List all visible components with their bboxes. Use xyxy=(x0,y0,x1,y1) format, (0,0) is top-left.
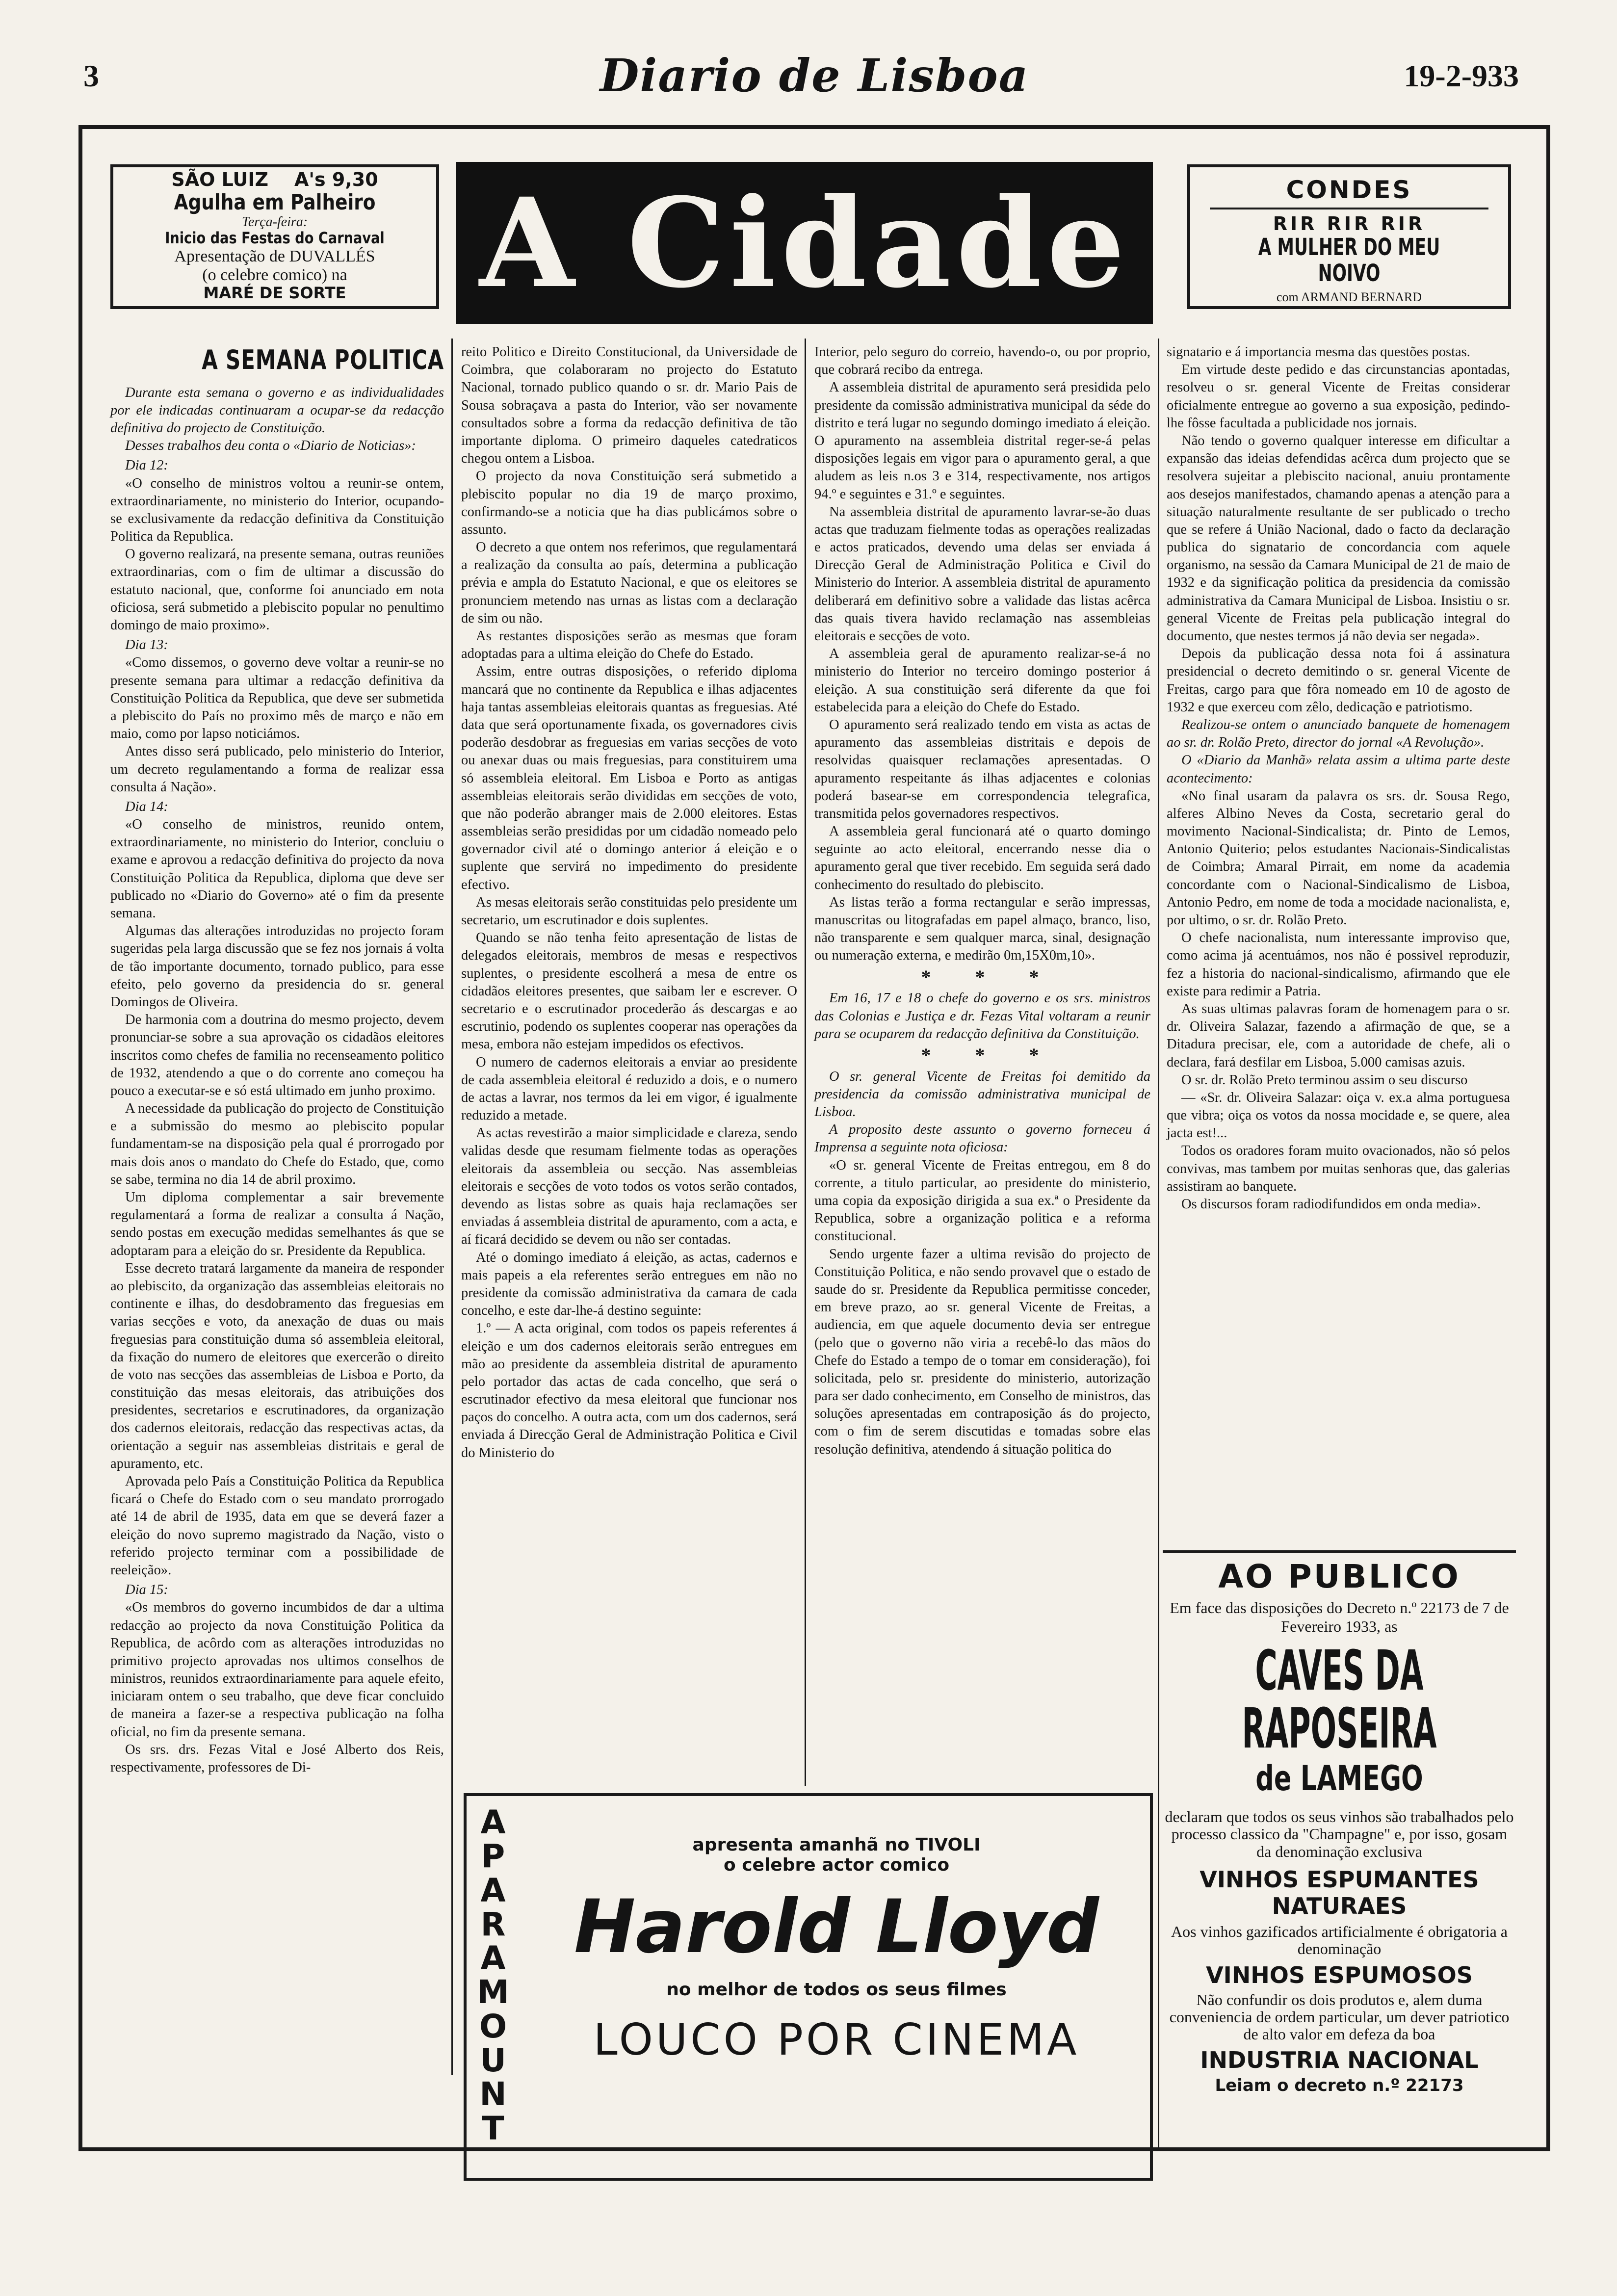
article-paragraph: Dia 13: xyxy=(125,637,168,653)
ad-condes xyxy=(1187,164,1511,309)
article-paragraph: Os srs. drs. Fezas Vital e José Alberto dos Reis, respectivamente, professores de Di- xyxy=(110,1742,444,1775)
article-paragraph: Realizou-se ontem o anunciado banquete de homenagem ao sr. dr. Rolão Preto, director do jornal «A Revolução». xyxy=(1167,717,1510,751)
ad-paramount-letter: O xyxy=(479,2007,507,2045)
ad-paramount-vertical xyxy=(471,1805,515,2145)
article-paragraph: As restantes disposições serão as mesmas que foram adoptadas para a ultima eleição do Chefe do Estado. xyxy=(461,628,797,662)
ad-sao-luiz-time: A's 9,30 xyxy=(294,169,378,190)
ad-paramount-letter: R xyxy=(480,1905,506,1943)
article-paragraph: 1.º — A acta original, com todos os papeis referentes á eleição e um dos cadernos eleitorais serão entregues em mão ao presidente da assembleia distrital de apuramento pelo portador das actas de cada concelho, que será o escrutinador efectivo da mesa eleitoral que funcionar nos paços do concelho. A outra acta, com um dos cadernos, será enviada á Direcção Geral de Administração Politica e Civil do Ministerio do xyxy=(461,1321,797,1461)
column-rule-2 xyxy=(805,339,806,1786)
ad-paramount-letter: A xyxy=(480,1871,506,1909)
article-paragraph: Assim, entre outras disposições, o referido diploma mancará que no continente da Republica e ilhas adjacentes haja tantas assembleias eleitorais quantas as freguesias. Até data que será oportunamente fixada, os governadores civis poderão desdobrar as freguesias em varias secções de voto ou anexar duas ou mais freguesias, para constituirem uma só assembleia eleitoral. Em Lisboa e Porto as antigas assembleias eleitorais serão divididas em secções de voto, que não poderão abranger mais de 2.000 eleitores. Estas assembleias serão presididas por um cidadão nomeado pelo governador civil até o domingo anterior á eleição e o suplente que servirá no impedimento do presidente efectivo. xyxy=(461,664,797,892)
article-paragraph: O apuramento será realizado tendo em vista as actas de apuramento das assembleias distritais e depois de resolvidas quaisquer reclamações apresentadas. O apuramento respeitante ás ilhas adjacentes e colonias poderá basear-se em correspondencia telegrafica, transmitida pelos governadores respectivos. xyxy=(814,717,1150,821)
article-paragraph: Um diploma complementar a sair brevemente regulamentará a forma de realizar a consulta á Nação, sendo postas em execução medidas semelhantes ás que se adoptaram para a eleição do sr. Presidente da Republica. xyxy=(110,1190,444,1258)
ad-raposeira-place: de LAMEGO xyxy=(1255,1758,1423,1799)
article-paragraph: Antes disso será publicado, pelo ministerio do Interior, um decreto regulamentando a forma de realizar essa consulta á Nação». xyxy=(110,744,444,795)
ad-paramount-body xyxy=(525,1835,1148,2065)
ad-paramount-letter: U xyxy=(480,2041,506,2080)
ad-raposeira-head: AO PUBLICO xyxy=(1218,1558,1461,1595)
article-paragraph: A assembleia geral funcionará até o quarto domingo seguinte ao acto eleitoral, encerrando nesse dia o apuramento geral que tiver recebido. Em seguida será dado conhecimento do resultado do plebiscito. xyxy=(814,824,1150,892)
ad-paramount-letter: M xyxy=(477,1973,509,2011)
article-column-4 xyxy=(1167,343,1510,1213)
ad-raposeira-intro: Em face das disposições do Decreto n.º 22173 de 7 de Fevereiro 1933, as xyxy=(1170,1598,1509,1635)
column-rule-3 xyxy=(1158,339,1159,2149)
article-paragraph: «O conselho de ministros, reunido ontem, extraordinariamente, no ministerio do Interior, concluiu o exame e aprovou a redacção definitiva do projecto da nova Constituição Politica da Republica, diploma que deve ser publicado no «Diario do Governo» até o fim da presente semana. xyxy=(110,817,444,921)
article-paragraph: Esse decreto tratará largamente da maneira de responder ao plebiscito, da organização das assembleias eleitorais no continente e ilhas, do desdobramento das freguesias em varias secções e voto, da anexação de duas ou mais freguesias para constituição duma só assembleia eleitoral, da fixação do numero de eleitores que exercerão o direito de voto nas secções das assembleias de Lisboa e Porto, da constituição das mesas eleitorais, das atribuições dos presidentes, secretarios e escrutinadores, da organização dos cadernos eleitorais, redacção das respectivas actas, da orientação a seguir nas assembleias distritais e geral de apuramento, etc. xyxy=(110,1260,444,1471)
article-paragraph: A assembleia geral de apuramento realizar-se-á no ministerio do Interior no terceiro domingo posterior á eleição. A sua constituição será diferente da que foi estabelecida para a eleição do Chefe do Estado. xyxy=(814,646,1150,715)
article-paragraph: Em 16, 17 e 18 o chefe do governo e os srs. ministros das Colonias e Justiça e dr. Fezas Vital voltaram a reunir para se ocuparem da redacção definitiva da Constituição. xyxy=(814,991,1150,1042)
article-paragraph: Dia 14: xyxy=(125,799,168,814)
article-paragraph: Não tendo o governo qualquer interesse em dificultar a expansão das ideias defendidas acêrca dum projecto que se resolvera sujeitar a plebiscito nacional, anuiu prontamente aos desejos manifestados, chamando apenas a atenção para a situação naturalmente resultante de ser publicado o trecho que se refere á União Nacional, dado o facto da declaração publica do signatario de concordancia com aquele organismo, na sessão da Camara Municipal de 21 de maio de 1932 e da significação politica da presidencia da comissão administrativa da Camara Municipal de Lisboa. Insistiu o sr. general Vicente de Freitas pela publicação integral do documento, que nestes termos já não devia ser negada». xyxy=(1167,433,1510,644)
article-paragraph: As actas revestirão a maior simplicidade e clareza, sendo validas desde que resumam fielmente todas as operações eleitorais da assembleia ou secção. Nas assembleias eleitorais e secções de voto todos os votos serão contados, devendo as listas sobre as quais haja reclamações ser enviadas á assembleia distrital de apuramento, com a acta, e aí ficará decidido se devem ou não ser contadas. xyxy=(461,1125,797,1248)
ad-sao-luiz xyxy=(110,164,439,309)
article-column-1 xyxy=(110,343,444,1776)
article-paragraph: Aprovada pelo País a Constituição Politica da Republica ficará o Chefe do Estado com o seu mandato prorrogado até 14 de abril de 1935, data em que se deverá fazer a eleição do novo supremo magistrado da Nação, visto o referido projecto terminar com a possibilidade de reeleição». xyxy=(110,1474,444,1578)
article-paragraph: A necessidade da publicação do projecto de Constituição e a submissão do mesmo ao plebiscito popular fundamentam-se na disposição pela qual é prorrogado por mais dois anos o mandato do Chefe do Estado, que, como se sabe, termina no dia 14 de abril proximo. xyxy=(110,1101,444,1187)
article-paragraph: — «Sr. dr. Oliveira Salazar: oiça v. ex.a alma portuguesa que vibra; oiça os votos da nossa mocidade e, se quere, alea jacta est!... xyxy=(1167,1090,1510,1141)
section-title: A Cidade xyxy=(456,162,1153,324)
article-paragraph: Todos os oradores foram muito ovacionados, não só pelos convivas, mas tambem por muitas senhoras que, das galerias assistiram ao banquete. xyxy=(1167,1143,1510,1194)
article-paragraph: Em virtude deste pedido e das circunstancias apontadas, resolveu o sr. general Vicente de Freitas considerar oficialmente entregue ao governo a sua exposição, pedindo-lhe fôsse facultada a publicidade nos jornais. xyxy=(1167,362,1510,431)
article-paragraph: O «Diario da Manhã» relata assim a ultima parte deste acontecimento: xyxy=(1167,753,1510,786)
article-paragraph: A assembleia distrital de apuramento será presidida pelo presidente da comissão administrativa municipal da séde do distrito e terá lugar no segundo domingo imediato á eleição. O apuramento na assembleia distrital reger-se-á pelas disposições legais em vigor para o apuramento geral, a que aludem as leis n.os 3 e 314, respectivamente, nos artigos 94.º e seguintes e 31.º e seguintes. xyxy=(814,380,1150,502)
article-column-2 xyxy=(461,343,797,1462)
article-paragraph: «Como dissemos, o governo deve voltar a reunir-se no presente semana para ultimar a redacção definitiva da Constituição Politica da Republica, que deve ser submetida a plebiscito do País no proximo mês de março e não em maio, como por lapso noticiámos. xyxy=(110,655,444,742)
ad-condes-line2: A MULHER DO MEU NOIVO xyxy=(1258,233,1440,287)
ad-paramount-letter: A xyxy=(480,1939,506,1978)
article-paragraph: signatario e á importancia mesma das questões postas. xyxy=(1167,344,1470,360)
ad-raposeira-label1: VINHOS ESPUMANTES NATURAES xyxy=(1200,1866,1479,1919)
article-paragraph: Depois da publicação dessa nota foi á assinatura presidencial o decreto demitindo o sr. general Vicente de Freitas, cargo para que fôra nomeado em 10 de agosto de 1932 e que exerceu com zêlo, dedicação e patriotismo. xyxy=(1167,646,1510,715)
article-paragraph: As mesas eleitorais serão constituidas pelo presidente um secretario, um escrutinador e dois suplentes. xyxy=(461,894,797,928)
ad-condes-line3: com ARMAND BERNARD xyxy=(1276,290,1422,305)
ad-raposeira-brand: CAVES DA RAPOSEIRA xyxy=(1242,1639,1437,1761)
article-paragraph: O chefe nacionalista, num interessante improviso que, como acima já acentuámos, nos não é possivel reproduzir, fez a historia do nacional-sindicalismo, afirmando que ele existe para redimir a Patria. xyxy=(1167,930,1510,999)
article-paragraph: O numero de cadernos eleitorais a enviar ao presidente de cada assembleia eleitoral é reduzido a dois, e o numero de actas a lavrar, nos termos da lei em vigor, é igualmente reduzido a metade. xyxy=(461,1054,797,1123)
article-paragraph: Quando se não tenha feito apresentação de listas de delegados eleitorais, membros de mesas e respectivos suplentes, o presidente escolherá a mesa de entre os cidadãos eleitores presentes, que saibam ler e escrever. O secretario e o escrutinador procederão ás descargas e ao escrutinio, podendo os suplentes cooperar nas operações da mesa, embora não estejam impedidos os efectivos. xyxy=(461,930,797,1052)
newspaper-title: Diario de Lisboa xyxy=(600,49,1029,102)
ad-sao-luiz-line2: Inicio das Festas do Carnaval xyxy=(165,229,385,248)
article-paragraph: O sr. general Vicente de Freitas foi demitido da presidencia da comissão administrativa municipal de Lisboa. xyxy=(814,1069,1150,1120)
ad-paramount-letter: N xyxy=(479,2075,507,2113)
article-paragraph: Desses trabalhos deu conta o «Diario de Noticias»: xyxy=(125,438,416,454)
ad-raposeira-body3: Não confundir os dois produtos e, alem duma conveniencia de ordem particular, um dever patriotico de alto valor em defeza da boa xyxy=(1169,1990,1510,2043)
ad-sao-luiz-theatre: SÃO LUIZ xyxy=(171,169,269,190)
article-paragraph: Até o domingo imediato á eleição, as actas, cadernos e mais papeis a ela referentes serão entregues em não no presidente da comissão administrativa da camara de cada concelho, e este dar-lhe-á destino seguinte: xyxy=(461,1250,797,1319)
article-paragraph: O decreto a que ontem nos referimos, que regulamentará a realização da consulta ao país, determina a publicação prévia e ampla do Estatuto Nacional, e que os eleitores se pronunciem metendo nas urnas as listas com a declaração de sim ou não. xyxy=(461,540,797,626)
ad-raposeira-label2: VINHOS ESPUMOSOS xyxy=(1206,1961,1473,1988)
section-separator: * * * xyxy=(921,965,1059,988)
ad-sao-luiz-line3: Apresentação de DUVALLÉS xyxy=(174,247,375,265)
page-number: 3 xyxy=(83,58,99,93)
article-paragraph: A proposito deste assunto o governo forneceu á Imprensa a seguinte nota oficiosa: xyxy=(814,1122,1150,1155)
article-paragraph: Sendo urgente fazer a ultima revisão do projecto de Constituição Politica, e não sendo provavel que o estado de saude do sr. Presidente da Republica permitisse conceder, em breve prazo, ao sr. general Vicente de Freitas, a audiencia, em que aquele documento devia ser entregue (pelo que o governo não viria a recebê-lo das mãos do Chefe do Estado a tempo de o tomar em consideração), foi solicitada, pelo sr. presidente do ministerio, autorização para ser dado conhecimento, em Conselho de ministros, das soluções apresentadas em contraposição ás do projecto, com o fim de serem discutidas e tomadas sobre elas resolução definitiva, atendendo á situação politica do xyxy=(814,1246,1150,1457)
ad-paramount-letter: P xyxy=(481,1837,505,1876)
ad-raposeira-footer: Leiam o decreto n.º 22173 xyxy=(1215,2075,1464,2095)
ad-raposeira-body1: declaram que todos os seus vinhos são trabalhados pelo processo classico da "Champagne" e, por isso, gosam da denominação exclusiva xyxy=(1165,1808,1514,1860)
article-paragraph: Dia 15: xyxy=(125,1582,168,1598)
article-column-3 xyxy=(814,343,1150,1459)
ad-condes-rule xyxy=(1210,208,1488,209)
article-paragraph: Os discursos foram radiodifundidos em onda media». xyxy=(1181,1197,1481,1212)
ad-paramount-letter: A xyxy=(480,1803,506,1841)
ad-paramount-line2: o celebre actor comico xyxy=(723,1855,950,1875)
ad-raposeira-label3: INDUSTRIA NACIONAL xyxy=(1200,2047,1479,2074)
article-paragraph: As listas terão a forma rectangular e serão impressas, manuscritas ou litografadas em papel almaço, branco, liso, não transparente e sem qualquer marca, sinal, designação ou numeração externa, e medirão 0m,15X0m,10». xyxy=(814,894,1150,964)
article-paragraph: De harmonia com a doutrina do mesmo projecto, devem pronunciar-se sobre a sua aprovação os cidadãos eleitores inscritos como chefes de familia no recenseamento politico de 1932, atendendo a que o do corrente ano começou ha pouco a executar-se e só está ultimado em junho proximo. xyxy=(110,1012,444,1098)
article-paragraph: Na assembleia distrital de apuramento lavrar-se-ão duas actas que traduzam fielmente todas as operações realizadas e actos praticados, devendo uma delas ser enviada á Direcção Geral de Administração Politica e Civil do Ministerio do Interior. A assembleia distrital de apuramento deliberará em definitivo sobre a validade das listas acêrca das quais tivera havido reclamação nas assembleias eleitorais e secções de voto. xyxy=(814,504,1150,644)
article-paragraph: O sr. dr. Rolão Preto terminou assim o seu discurso xyxy=(1181,1072,1468,1088)
article-paragraph: O projecto da nova Constituição será submetido a plebiscito popular no dia 19 de março proximo, confirmando-se a noticia que ha dias publicámos sobre o assunto. xyxy=(461,469,797,537)
ad-sao-luiz-line4: (o celebre comico) na xyxy=(202,266,347,285)
ad-condes-name: CONDES xyxy=(1286,176,1412,204)
ad-paramount-star: Harold Lloyd xyxy=(574,1884,1099,1970)
ad-sao-luiz-line5: MARÉ DE SORTE xyxy=(203,284,346,303)
article-paragraph: «No final usaram da palavra os srs. dr. Sousa Rego, alferes Albino Neves da Costa, secretario geral do movimento Nacional-Sindicalista; dr. Pinto de Lemos, Antonio Quiterio; pelos estudantes Nacionais-Sindicalistas de Coimbra; Amaral Pirrait, em nome da academia concordante com o Nacional-Sindicalismo de Lisboa, Antonio Pedro, em nome de toda a mocidade nacionalista, e, por ultimo, o sr. dr. Rolão Preto. xyxy=(1167,788,1510,928)
ad-condes-line1: RIR RIR RIR xyxy=(1273,213,1426,235)
ad-raposeira-rule xyxy=(1163,1550,1516,1553)
article-paragraph: «Os membros do governo incumbidos de dar a ultima redacção ao projecto da nova Constituição Politica da Republica, de acôrdo com as alterações introduzidas no primitivo projecto aprovadas nos ultimos conselhos de ministros, reunidos extraordinariamente para aquele efeito, iniciaram ontem o seu trabalho, que deve ficar concluido de maneira a fazer-se a respectiva publicação na folha oficial, no fim da presente semana. xyxy=(110,1600,444,1740)
article-paragraph: «O sr. general Vicente de Freitas entregou, em 8 do corrente, a titulo particular, ao presidente do ministerio, uma copia da exposição dirigida a sua ex.ª o Presidente da Republica, sobre a organização politica e a reforma constitucional. xyxy=(814,1157,1150,1244)
ad-paramount-letter: T xyxy=(482,2109,504,2147)
ad-sao-luiz-day: Terça-feira: xyxy=(241,214,308,230)
article-paragraph: Interior, pelo seguro do correio, havendo-o, ou por proprio, que cobrará recibo da entrega. xyxy=(814,344,1150,378)
column-rule-1 xyxy=(451,339,453,2075)
ad-paramount-film: LOUCO POR CINEMA xyxy=(593,2014,1080,2065)
ad-raposeira xyxy=(1163,1550,1516,2095)
ad-sao-luiz-title: Agulha em Palheiro xyxy=(174,189,376,215)
ad-raposeira-body2: Aos vinhos gazificados artificialmente é obrigatoria a denominação xyxy=(1171,1923,1508,1958)
article-paragraph: «O conselho de ministros voltou a reunir-se ontem, extraordinariamente, no ministerio do Interior, ocupando-se exclusivamente da redacção definitiva da Constituição Politica da Republica. xyxy=(110,475,444,545)
ad-paramount-line1: apresenta amanhã no TIVOLI xyxy=(692,1835,981,1855)
article-paragraph: Dia 12: xyxy=(125,458,168,473)
article-paragraph: As suas ultimas palavras foram de homenagem para o sr. dr. Oliveira Salazar, fazendo a afirmação de que, se a Ditadura precisar, ele, com a autoridade de chefe, ali o declara, fará desfilar em Lisboa, 5.000 camisas azuis. xyxy=(1167,1001,1510,1070)
article-paragraph: Durante esta semana o governo e as individualidades por ele indicadas continuaram a ocupar-se da redacção definitiva do projecto de Constituição. xyxy=(110,385,444,436)
article-paragraph: Algumas das alterações introduzidas no projecto foram sugeridas pela larga discussão que se fez nos jornais á volta de tão importante documento, tornado publico, para esse efeito, pelo governo da presidencia do sr. general Domingos de Oliveira. xyxy=(110,923,444,1010)
article-headline: A SEMANA POLITICA xyxy=(202,344,444,375)
ad-paramount-line3: no melhor de todos os seus filmes xyxy=(666,1979,1007,2000)
article-paragraph: O governo realizará, na presente semana, outras reuniões extraordinarias, com o fim de ultimar a discussão do estatuto nacional, que, conforme foi anunciado em nota oficiosa, será submetido a plebiscito popular no penultimo domingo de maio proximo». xyxy=(110,547,444,633)
article-paragraph: reito Politico e Direito Constitucional, da Universidade de Coimbra, que colaboraram no projecto do Estatuto Nacional, tornado publico quando o sr. dr. Mario Pais de Sousa sobraçava a pasta do Interior, vão ser novamente consultados sobre a forma da redacção definitiva de tão importante diploma. O primeiro daqueles catedraticos chegou ontem a Lisboa. xyxy=(461,344,797,467)
section-separator: * * * xyxy=(921,1044,1059,1066)
issue-date: 19-2-933 xyxy=(1404,58,1519,93)
